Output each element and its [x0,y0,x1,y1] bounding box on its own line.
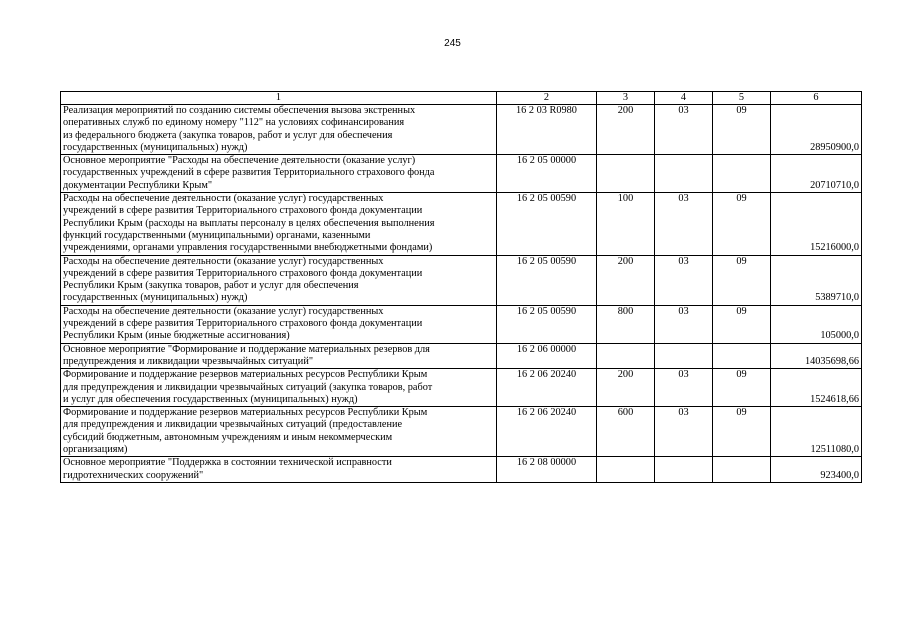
classification-code-cell: 16 2 05 00590 [497,193,597,255]
classification-code-cell: 16 2 06 20240 [497,369,597,407]
classification-code-cell: 16 2 03 R0980 [497,105,597,155]
table-row [61,105,862,155]
amount-cell: 15216000,0 [771,193,862,255]
expense-type-cell: 600 [597,407,655,457]
expense-type-cell: 100 [597,193,655,255]
section-cell [655,343,713,369]
amount-cell: 14035698,66 [771,343,862,369]
subsection-cell [713,155,771,193]
expense-name-line: и услуг для обеспечения государственных (муниципальных) нужд) [63,393,358,405]
subsection-cell: 09 [713,407,771,457]
classification-code-cell: 16 2 08 00000 [497,457,597,483]
expense-type-cell [597,155,655,193]
amount-cell: 28950900,0 [771,105,862,155]
section-cell: 03 [655,105,713,155]
expense-name-line: учреждениями, органами управления государственными внебюджетными фондами) [63,242,433,254]
expense-name-line: гидротехнических сооружений" [63,469,204,481]
classification-code-cell: 16 2 05 00590 [497,255,597,305]
expense-name-line: государственных (муниципальных) нужд) [63,141,248,153]
subsection-cell: 09 [713,255,771,305]
expense-name-cell [61,193,497,255]
expense-name-line: государственных (муниципальных) нужд) [63,292,248,304]
header-col-6: 6 [771,92,862,105]
header-col-5: 5 [713,92,771,105]
expense-name-line: учреждений в сфере развития Территориального страхового фонда документации [63,267,423,279]
amount-cell: 923400,0 [771,457,862,483]
header-col-4: 4 [655,92,713,105]
amount-cell: 12511080,0 [771,407,862,457]
expense-name-cell [61,155,497,193]
expense-name-cell [61,457,497,483]
section-cell: 03 [655,305,713,343]
expense-name-cell [61,255,497,305]
expense-name-line: Республики Крым (иные бюджетные ассигнования) [63,330,290,342]
amount-cell: 5389710,0 [771,255,862,305]
classification-code-cell: 16 2 06 20240 [497,407,597,457]
expense-type-cell: 200 [597,369,655,407]
header-col-3: 3 [597,92,655,105]
subsection-cell: 09 [713,305,771,343]
amount-cell: 1524618,66 [771,369,862,407]
expense-name-line: для предупреждения и ликвидации чрезвычайных ситуаций (закупка товаров, работ [63,381,433,393]
table-header-row [61,92,862,105]
expense-name-line: Расходы на обеспечение деятельности (оказание услуг) государственных [63,193,384,205]
expense-name-cell [61,369,497,407]
subsection-cell: 09 [713,369,771,407]
section-cell: 03 [655,407,713,457]
expense-name-line: организациям) [63,444,128,456]
expense-name-line: Республики Крым (расходы на выплаты персоналу в целях обеспечения выполнения [63,217,435,229]
expense-name-line: Реализация мероприятий по созданию системы обеспечения вызова экстренных [63,105,416,116]
expense-name-line: для предупреждения и ликвидации чрезвычайных ситуаций (предоставление [63,419,403,431]
table-row [61,305,862,343]
expense-name-line: оперативных служб по единому номеру "112" на условиях софинансирования [63,117,405,129]
budget-table-body [61,92,862,483]
header-col-2: 2 [497,92,597,105]
amount-cell: 20710710,0 [771,155,862,193]
classification-code-cell: 16 2 05 00000 [497,155,597,193]
expense-name-line: Формирование и поддержание резервов материальных ресурсов Республики Крым [63,369,428,381]
expense-name-line: Расходы на обеспечение деятельности (оказание услуг) государственных [63,255,384,267]
expense-name-line: функций государственными (муниципальными) органами, казенными [63,229,371,241]
section-cell [655,155,713,193]
expense-type-cell [597,343,655,369]
header-col-1: 1 [61,92,497,105]
expense-name-cell [61,105,497,155]
table-row [61,407,862,457]
expense-type-cell: 200 [597,105,655,155]
expense-type-cell [597,457,655,483]
subsection-cell [713,457,771,483]
expense-name-line: Формирование и поддержание резервов материальных ресурсов Республики Крым [63,407,428,419]
table-row [61,457,862,483]
expense-type-cell: 800 [597,305,655,343]
classification-code-cell: 16 2 06 00000 [497,343,597,369]
table-row [61,343,862,369]
table-row [61,255,862,305]
table-row [61,155,862,193]
table-row [61,193,862,255]
subsection-cell: 09 [713,105,771,155]
expense-name-line: из федерального бюджета (закупка товаров, работ и услуг для обеспечения [63,129,393,141]
expense-type-cell: 200 [597,255,655,305]
expense-name-line: документации Республики Крым" [63,179,213,191]
classification-code-cell: 16 2 05 00590 [497,305,597,343]
section-cell: 03 [655,369,713,407]
budget-table [60,91,862,483]
expense-name-line: предупреждения и ликвидации чрезвычайных ситуаций" [63,355,314,367]
expense-name-line: государственных учреждений в сфере развития Территориального страхового фонда [63,167,435,179]
expense-name-line: учреждений в сфере развития Территориального страхового фонда документации [63,205,423,217]
expense-name-cell [61,343,497,369]
section-cell: 03 [655,255,713,305]
page-number: 245 [444,38,461,49]
section-cell [655,457,713,483]
expense-name-cell [61,305,497,343]
expense-name-line: учреждений в сфере развития Территориального страхового фонда документации [63,318,423,330]
expense-name-line: Расходы на обеспечение деятельности (оказание услуг) государственных [63,305,384,317]
expense-name-line: Республики Крым (закупка товаров, работ и услуг для обеспечения [63,280,359,292]
expense-name-line: Основное мероприятие "Поддержка в состоянии технической исправности [63,457,392,469]
table-row [61,369,862,407]
amount-cell: 105000,0 [771,305,862,343]
expense-name-line: субсидий бюджетным, автономным учреждениям и иным некоммерческим [63,431,393,443]
expense-name-cell [61,407,497,457]
section-cell: 03 [655,193,713,255]
subsection-cell: 09 [713,193,771,255]
expense-name-line: Основное мероприятие "Расходы на обеспечение деятельности (оказание услуг) [63,155,416,167]
subsection-cell [713,343,771,369]
expense-name-line: Основное мероприятие "Формирование и поддержание материальных резервов для [63,343,430,355]
